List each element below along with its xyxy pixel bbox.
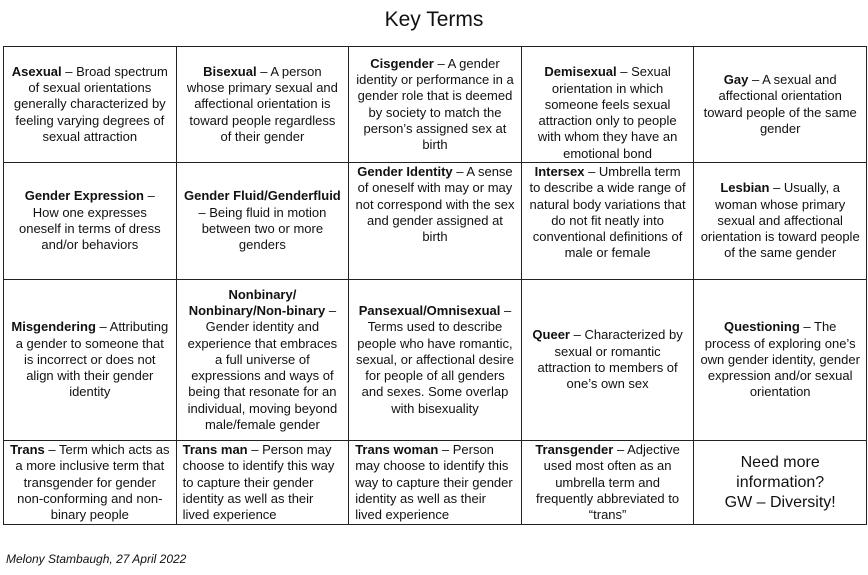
term-cell: [4, 441, 177, 525]
term-definition: – Terms used to describe people who have romantic, sexual, or affectional desire for people of all genders and sexes. Some overlap with bisexuality: [355, 302, 514, 416]
info-prompt: Need more information?: [736, 453, 825, 491]
term-name: Questioning: [723, 319, 800, 335]
term-name: Asexual: [11, 63, 62, 79]
term-definition: – Umbrella term to describe a wide range of natural body variations that do not fit neatly into conventional definitions of male or female: [529, 164, 686, 261]
term-name: Nonbinary/ Nonbinary/Non-binary: [188, 286, 326, 318]
term-definition: – Characterized by sexual or romantic attraction to members of one’s own sex: [537, 327, 683, 392]
term-name: Bisexual: [203, 63, 257, 79]
term-cell: [349, 280, 522, 441]
term-cell: [694, 163, 867, 280]
term-name: Gender Fluid/Genderfluid: [184, 188, 341, 204]
info-cell: [694, 441, 867, 525]
term-cell: [176, 163, 349, 280]
term-definition: – Usually, a woman whose primary sexual and affectional orientation is toward people of the same gender: [700, 180, 860, 261]
table-row: [4, 441, 867, 525]
key-terms-table: [3, 46, 867, 525]
term-name: Intersex: [534, 164, 585, 179]
term-cell: [349, 47, 522, 163]
term-definition: – A person whose primary sexual and affectional orientation is toward people regardless of their gender: [186, 63, 338, 144]
term-cell: [4, 163, 177, 280]
term-definition: – How one expresses oneself in terms of dress and/or behaviors: [18, 188, 161, 253]
term-name: Trans man: [182, 442, 248, 457]
term-cell: [694, 47, 867, 163]
term-definition: – Attributing a gender to someone that is incorrect or does not align with their gender identity: [15, 319, 169, 400]
term-cell: [521, 163, 694, 280]
info-link-text: GW – Diversity!: [724, 493, 836, 511]
term-name: Pansexual/Omnisexual: [358, 302, 501, 318]
term-name: Queer: [532, 327, 570, 343]
term-definition: – Sexual orientation in which someone feels sexual attraction only to people with whom they have an emotional bond: [537, 64, 678, 161]
term-cell: [521, 280, 694, 441]
term-cell: [4, 280, 177, 441]
term-name: Gay: [723, 71, 749, 87]
term-definition: – Broad spectrum of sexual orientations generally characterized by feeling varying degrees of sexual attraction: [13, 63, 168, 144]
term-cell: [521, 47, 694, 163]
term-name: Gender Expression: [24, 188, 144, 204]
term-definition: – Gender identity and experience that embraces a full universe of expressions and ways of being that resonate for an individual, moving beyond male/female gender: [187, 302, 338, 433]
term-name: Demisexual: [544, 64, 617, 80]
term-definition: – Being fluid in motion between two or more genders: [198, 204, 327, 253]
term-cell: [176, 280, 349, 441]
term-definition: – Adjective used most often as an umbrella term and frequently abbreviated to “trans”: [536, 442, 680, 523]
term-name: Cisgender: [370, 55, 434, 71]
term-cell: [694, 280, 867, 441]
table-row: [4, 47, 867, 163]
term-name: Lesbian: [720, 180, 770, 196]
table-row: [4, 280, 867, 441]
page-title: Key Terms: [384, 8, 484, 31]
term-definition: – A sense of oneself with may or may not correspond with the sex and gender assigned at birth: [355, 164, 515, 245]
author-credit: Melony Stambaugh, 27 April 2022: [6, 552, 187, 566]
term-cell: [4, 47, 177, 163]
term-cell: [176, 441, 349, 525]
term-definition: – The process of exploring one’s own gender identity, gender expression and/or sexual orientation: [700, 319, 860, 400]
term-definition: – Term which acts as a more inclusive term that transgender for gender non-conforming and non-binary people: [15, 442, 170, 523]
term-cell: [521, 441, 694, 525]
term-cell: [349, 441, 522, 525]
term-name: Trans woman: [355, 442, 439, 457]
term-name: Transgender: [535, 442, 614, 457]
term-definition: – A gender identity or performance in a gender role that is deemed by society to match the person’s assigned sex at birth: [356, 55, 514, 153]
term-cell: [176, 47, 349, 163]
term-cell: [349, 163, 522, 280]
term-name: Misgendering: [11, 319, 96, 335]
table-row: [4, 163, 867, 280]
term-definition: – Person may choose to identify this way to capture their gender identity as well as their lived experience: [182, 442, 335, 523]
term-name: Gender Identity: [357, 164, 453, 179]
term-name: Trans: [10, 442, 45, 457]
term-definition: – A sexual and affectional orientation toward people of the same gender: [703, 71, 857, 136]
term-definition: – Person may choose to identify this way to capture their gender identity as well as their lived experience: [355, 442, 513, 523]
